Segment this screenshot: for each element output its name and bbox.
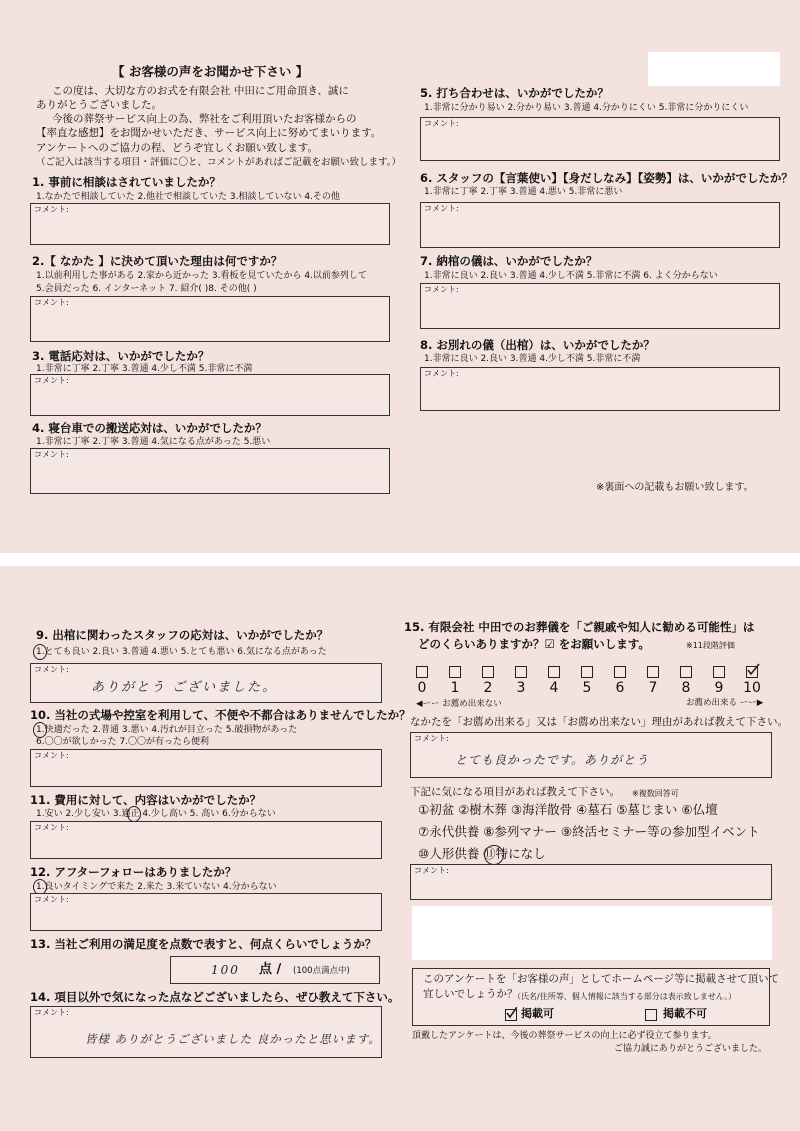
q8-title: 8. お別れの儀（出棺）は、いかがでしたか？ (420, 338, 655, 352)
scale-number: 9 (714, 680, 724, 696)
deny-label: 掲載不可 (663, 1007, 707, 1020)
q6-comment-box[interactable] (420, 202, 780, 248)
scale-checkbox-6[interactable] (614, 666, 626, 678)
scale-checkbox-9[interactable] (713, 666, 725, 678)
q11-options: 1.安い 2.少し安い 3.適正 4.少し高い 5. 高い 6.分からない (36, 809, 276, 819)
q9-comment-box[interactable] (30, 663, 382, 703)
q3-title: 3. 電話応対は、いかがでしたか？ (32, 349, 210, 363)
scale-number: 0 (417, 680, 427, 696)
scale-label-right: お薦め出来る ーー▶ (686, 698, 764, 708)
comment-label: コメント: (34, 1008, 69, 1017)
scale-number: 1 (450, 680, 460, 696)
q10-selected-circle (33, 722, 47, 738)
q9-title: 9. 出棺に関わったスタッフの応対は、いかがでしたか？ (36, 628, 329, 642)
intro-line: この度は、大切な方のお式を有限会社 中田にご用命頂き、誠に (52, 85, 349, 97)
scale-checkbox-2[interactable] (482, 666, 494, 678)
interest-comment-box[interactable] (410, 864, 772, 900)
q9-options: 1.とても良い 2.良い 3.普通 4.悪い 5.とても悪い 6.気になる点があった (36, 647, 327, 657)
interest-selected-circle (484, 845, 504, 865)
comment-label: コメント: (34, 205, 69, 214)
q13-score-box[interactable] (170, 956, 380, 984)
reason-question: なかたを「お薦め出来る」又は「お薦め出来ない」理由があれば教えて下さい。 (410, 716, 788, 728)
q2-comment-box[interactable] (30, 296, 390, 342)
scale-checkbox-5[interactable] (581, 666, 593, 678)
intro-line: 【率直な感想】をお聞かせいただき、サービス向上に努めてまいります。 (36, 127, 382, 139)
interest-row: ⑦永代供養 ⑧参列マナー ⑨終活セミナー等の参加型イベント (418, 824, 760, 839)
interest-row: ①初盆 ②樹木葬 ③海洋散骨 ④墓石 ⑤墓じまい ⑥仏壇 (418, 802, 718, 817)
q1-title: 1. 事前に相談はされていましたか？ (32, 175, 221, 189)
scale-number: 4 (549, 680, 559, 696)
comment-label: コメント: (34, 751, 69, 760)
q4-options: 1.非常に丁寧 2.丁寧 3.普通 4.気になる点があった 5.悪い (36, 437, 271, 447)
comment-label: コメント: (424, 119, 459, 128)
scale-number: 6 (615, 680, 625, 696)
interest-note: ※複数回答可 (632, 789, 679, 798)
comment-label: コメント: (424, 204, 459, 213)
comment-label: コメント: (34, 665, 69, 674)
q9-selected-circle (33, 644, 47, 660)
thanks-line: 頂戴したアンケートは、今後の葬祭サービスの向上に必ず役立て参ります。 (412, 1031, 717, 1041)
q13-title: 13. 当社ご利用の満足度を点数で表すと、何点くらいでしょうか？ (30, 937, 377, 951)
redacted-area (412, 906, 772, 960)
q6-options: 1.非常に丁寧 2.丁寧 3.普通 4.悪い 5.非常に悪い (424, 187, 623, 197)
q10-options: 6.〇〇が欲しかった 7.〇〇が有ったら便利 (36, 737, 210, 747)
q15-subtitle: どのくらいありますか？☑ をお願いします。 (418, 637, 650, 651)
q2-options: 1.以前利用した事がある 2.家から近かった 3.看板を見ていたから 4.以前参列して (36, 271, 367, 281)
q15-title: 15. 有限会社 中田でのお葬儀を「ご親戚や知人に勧める可能性」は (404, 620, 755, 634)
survey-title: 【 お客様の声をお聞かせ下さい 】 (112, 64, 309, 79)
q4-title: 4. 寝台車での搬送応対は、いかがでしたか？ (32, 421, 267, 435)
q10-options: 1.快適だった 2.普通 3.悪い 4.汚れが目立った 5.破損物があった (36, 725, 298, 735)
interest-row: ⑩人形供養 ⑪特になし (418, 846, 546, 861)
reason-comment-box[interactable] (410, 732, 772, 778)
permission-note: （氏名/住所等、個人情報に該当する部分は表示致しません。） (513, 992, 737, 1001)
q11-selected-circle (127, 806, 141, 822)
q9-handwritten-answer: ありがとう ございました。 (91, 680, 278, 695)
check-mark-icon (505, 1007, 517, 1019)
scale-checkbox-1[interactable] (449, 666, 461, 678)
q5-comment-box[interactable] (420, 117, 780, 161)
q5-options: 1.非常に分かり易い 2.分かり易い 3.普通 4.分かりにくい 5.非常に分かりにくい (424, 103, 749, 113)
q5-title: 5. 打ち合わせは、いかがでしたか？ (420, 86, 609, 100)
q1-comment-box[interactable] (30, 203, 390, 245)
q12-title: 12. アフターフォローはありましたか？ (30, 865, 237, 879)
comment-label: コメント: (34, 895, 69, 904)
comment-label: コメント: (34, 376, 69, 385)
scale-checkbox-3[interactable] (515, 666, 527, 678)
comment-label: コメント: (414, 734, 449, 743)
scale-number: 5 (582, 680, 592, 696)
scale-checkbox-0[interactable] (416, 666, 428, 678)
intro-line: 今後の葬祭サービス向上の為、弊社をご利用頂いたお客様からの (52, 113, 357, 125)
q13-score-handwritten: 100 (211, 963, 240, 977)
q6-title: 6. スタッフの【言葉使い】【身だしなみ】【姿勢】は、いかがでしたか？ (420, 171, 793, 185)
allow-label: 掲載可 (521, 1007, 554, 1020)
interest-title: 下記に気になる項目があれば教えて下さい。 (410, 786, 620, 798)
q12-options: 1.良いタイミングで来た 2.来た 3.来ていない 4.分からない (36, 882, 277, 892)
comment-label: コメント: (424, 285, 459, 294)
q14-handwritten-answer: 皆様 ありがとうございました 良かったと思います。 (85, 1032, 381, 1046)
scale-number: 8 (681, 680, 691, 696)
q1-options: 1.なかたで相談していた 2.他社で相談していた 3.相談していない 4.その他 (36, 192, 340, 202)
q4-comment-box[interactable] (30, 448, 390, 494)
scale-checkbox-7[interactable] (647, 666, 659, 678)
q2-title: 2.【 なかた 】に決めて頂いた理由は何ですか？ (32, 254, 283, 268)
intro-line: アンケートへのご協力の程、どうぞ宜しくお願い致します。 (36, 142, 319, 154)
q11-title: 11. 費用に対して、内容はいかがでしたか？ (30, 793, 262, 807)
scale-number: 2 (483, 680, 493, 696)
deny-checkbox[interactable] (645, 1009, 657, 1021)
q10-comment-box[interactable] (30, 749, 382, 787)
scale-number: 10 (743, 680, 761, 696)
comment-label: コメント: (34, 450, 69, 459)
q8-options: 1.非常に良い 2.良い 3.普通 4.少し不満 5.非常に不満 (424, 354, 641, 364)
q13-score-note: (100点満点中) (293, 966, 350, 976)
intro-line: （ご記入は該当する項目・評価に〇と、コメントがあればご記載をお願い致します。） (36, 157, 401, 168)
permission-text: 宜しいでしょうか？ (423, 988, 518, 1000)
footnote: ※裏面への記載もお願い致します。 (596, 482, 754, 493)
q10-title: 10. 当社の式場や控室を利用して、不便や不都合はありませんでしたか？ (30, 708, 411, 722)
scale-number: 3 (516, 680, 526, 696)
permission-text: このアンケートを「お客様の声」としてホームページ等に掲載させて頂いて (423, 973, 780, 985)
q8-comment-box[interactable] (420, 367, 780, 411)
scale-checkbox-4[interactable] (548, 666, 560, 678)
q14-comment-box[interactable] (30, 1006, 382, 1058)
thanks-line: ご協力誠にありがとうございました。 (614, 1044, 768, 1054)
reason-handwritten-answer: とても良かったです。ありがとう (455, 753, 650, 767)
comment-label: コメント: (34, 823, 69, 832)
q14-title: 14. 項目以外で気になった点などございましたら、ぜひ教えて下さい。 (30, 990, 400, 1004)
q3-options: 1.非常に丁寧 2.丁寧 3.普通 4.少し不満 5.非常に不満 (36, 364, 253, 374)
q11-comment-box[interactable] (30, 821, 382, 859)
scale-checkbox-8[interactable] (680, 666, 692, 678)
permission-box (412, 968, 780, 1026)
q7-options: 1.非常に良い 2.良い 3.普通 4.少し不満 5.非常に不満 6. よく分からない (424, 271, 718, 281)
q7-comment-box[interactable] (420, 283, 780, 329)
survey-sheet-front (0, 0, 800, 553)
q2-options: 5.会員だった 6. インターネット 7. 紹介( )8. その他( ) (36, 284, 257, 294)
intro-line: ありがとうございました。 (36, 99, 162, 111)
redacted-area (648, 52, 780, 86)
q15-note: ※11段階評価 (686, 641, 735, 650)
q13-score-unit: 点 / (259, 962, 282, 977)
comment-label: コメント: (414, 866, 449, 875)
survey-sheet-back (0, 566, 800, 1131)
check-mark-icon (746, 663, 760, 677)
scale-label-left: ◀ーー お薦め出来ない (416, 699, 502, 709)
comment-label: コメント: (424, 369, 459, 378)
allow-checkbox[interactable] (505, 1009, 517, 1021)
scale-checkbox-10[interactable] (746, 666, 758, 678)
scale-number: 7 (648, 680, 658, 696)
q12-comment-box[interactable] (30, 893, 382, 931)
q3-comment-box[interactable] (30, 374, 390, 416)
q7-title: 7. 納棺の儀は、いかがでしたか？ (420, 254, 598, 268)
comment-label: コメント: (34, 298, 69, 307)
